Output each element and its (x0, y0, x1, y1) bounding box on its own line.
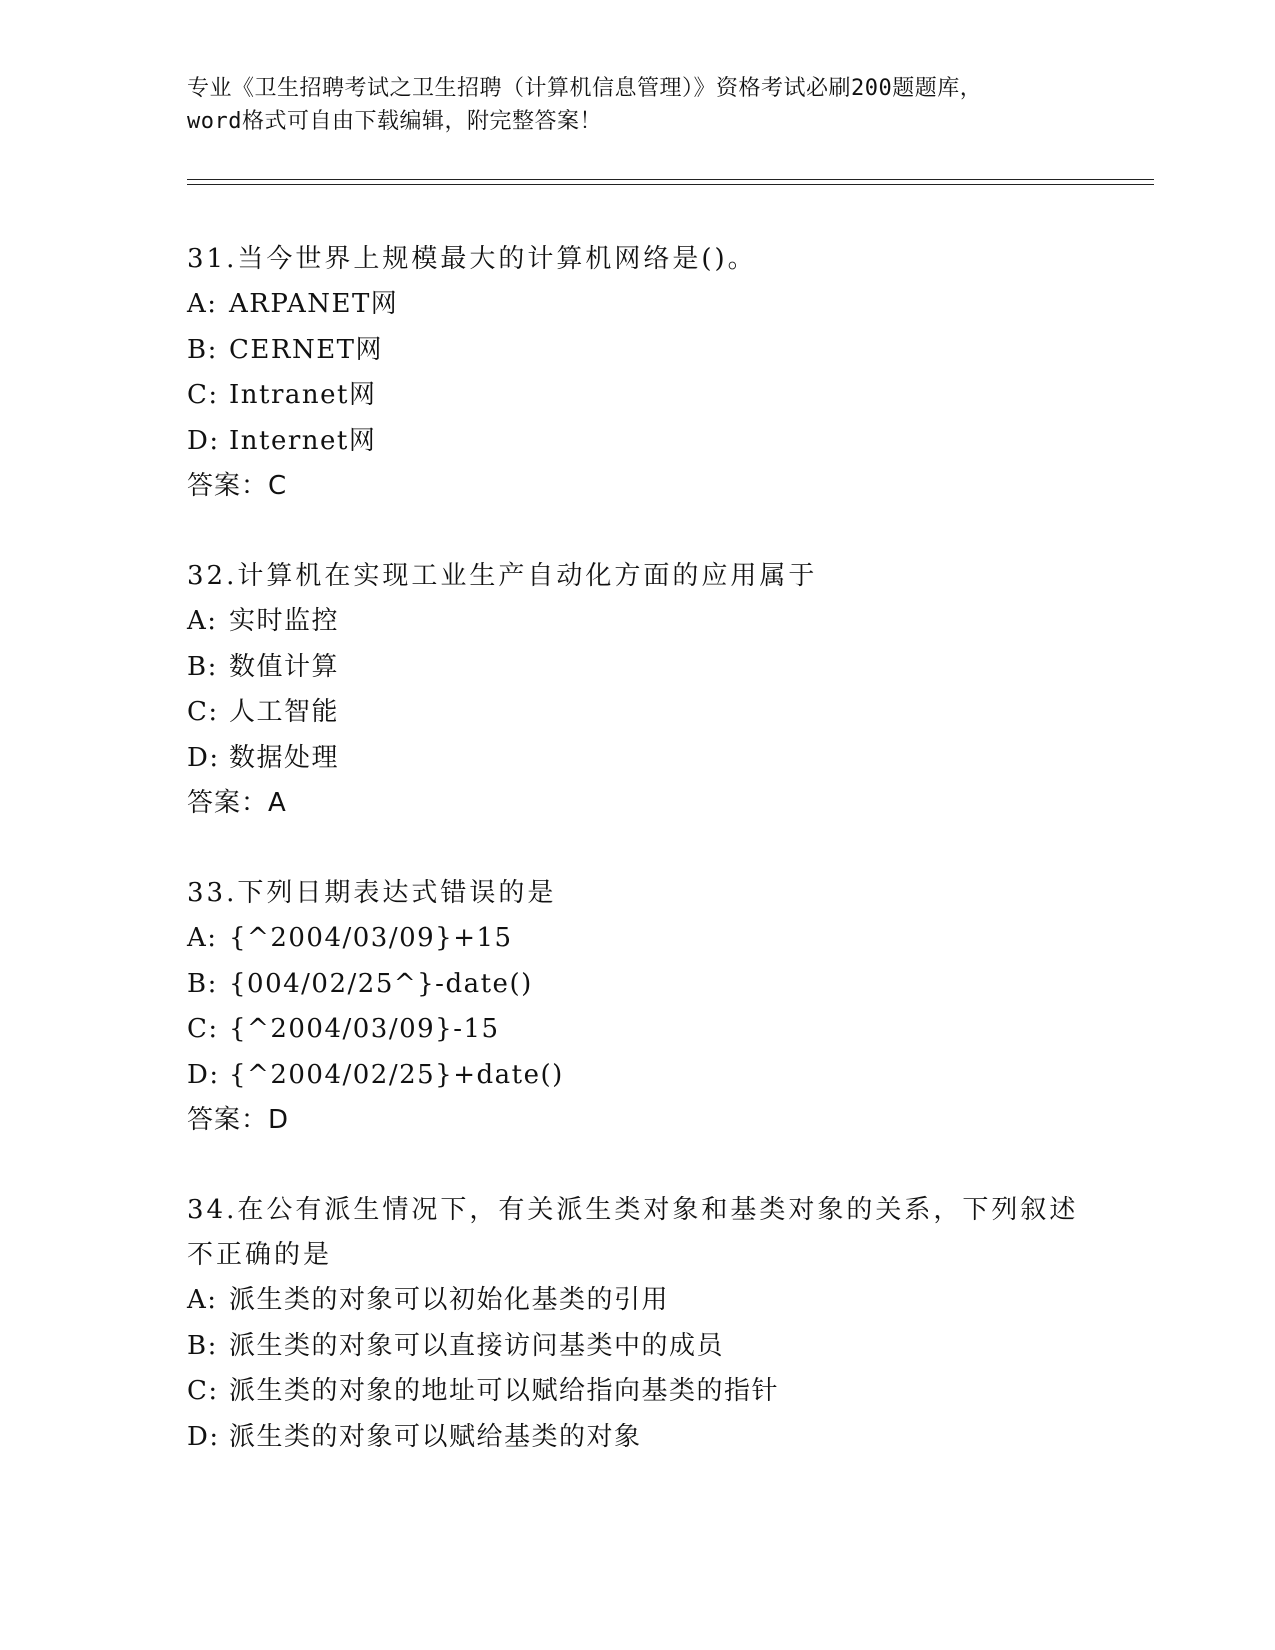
question-stem: 31.当今世界上规模最大的计算机网络是()。 (187, 244, 757, 274)
option-letter: B: (187, 334, 218, 365)
question-stem: 34.在公有派生情况下，有关派生类对象和基类对象的关系，下列叙述不正确的是 (187, 1195, 1079, 1270)
option-text: {004/02/25^}-date() (229, 968, 533, 999)
option-c (187, 1369, 1087, 1415)
option-d (187, 1053, 1087, 1099)
option-text: 派生类的对象可以初始化基类的引用 (229, 1285, 670, 1315)
option-letter: C: (187, 1014, 219, 1044)
option-text: 实时监控 (229, 606, 340, 636)
document-header (187, 72, 1087, 138)
option-text: {^2004/03/09}-15 (229, 1014, 500, 1044)
option-c (187, 373, 1087, 419)
option-letter: D: (187, 1421, 220, 1452)
option-d (187, 1415, 1087, 1461)
option-text: {^2004/02/25}+date() (229, 1059, 564, 1090)
option-text: 派生类的对象可以赋给基类的对象 (229, 1421, 642, 1452)
answer-line: 答案：D (187, 1105, 290, 1135)
header-divider-top (187, 179, 1154, 180)
option-b (187, 645, 1087, 691)
option-a (187, 1278, 1087, 1324)
header-divider-bottom (187, 184, 1154, 185)
header-title-line2: word格式可自由下载编辑，附完整答案！ (187, 109, 602, 134)
option-letter: D: (187, 425, 220, 456)
option-d (187, 419, 1087, 465)
question-33 (187, 871, 1087, 1143)
option-d (187, 736, 1087, 782)
option-letter: B: (187, 651, 218, 682)
option-letter: A: (187, 1285, 218, 1315)
option-letter: B: (187, 968, 218, 999)
option-letter: B: (187, 1330, 218, 1361)
answer-line: 答案：A (187, 788, 287, 818)
answer-line: 答案：C (187, 471, 288, 501)
question-stem: 32.计算机在实现工业生产自动化方面的应用属于 (187, 561, 818, 591)
header-title-line1: 专业《卫生招聘考试之卫生招聘（计算机信息管理）》资格考试必刷200题题库， (187, 76, 983, 101)
option-letter: A: (187, 606, 218, 636)
option-letter: D: (187, 1059, 220, 1090)
option-letter: C: (187, 380, 219, 410)
option-b (187, 1324, 1087, 1370)
option-text: 人工智能 (229, 697, 340, 727)
option-text: 派生类的对象可以直接访问基类中的成员 (229, 1330, 725, 1361)
option-text: Internet网 (229, 425, 377, 456)
option-text: 数值计算 (229, 651, 340, 682)
option-b (187, 328, 1087, 374)
option-a (187, 599, 1087, 645)
option-text: ARPANET网 (229, 289, 399, 319)
option-letter: A: (187, 923, 218, 953)
question-34 (187, 1188, 1087, 1460)
option-a (187, 916, 1087, 962)
option-letter: A: (187, 289, 218, 319)
option-text: 数据处理 (229, 742, 340, 773)
question-32 (187, 554, 1087, 826)
question-31 (187, 237, 1087, 509)
option-c (187, 1007, 1087, 1053)
option-letter: D: (187, 742, 220, 773)
option-a (187, 282, 1087, 328)
option-text: CERNET网 (229, 334, 384, 365)
option-c (187, 690, 1087, 736)
option-text: 派生类的对象的地址可以赋给指向基类的指针 (229, 1376, 780, 1406)
question-stem: 33.下列日期表达式错误的是 (187, 878, 557, 908)
question-list (187, 237, 1087, 1505)
option-text: Intranet网 (229, 380, 377, 410)
option-b (187, 962, 1087, 1008)
option-letter: C: (187, 697, 219, 727)
option-letter: C: (187, 1376, 219, 1406)
option-text: {^2004/03/09}+15 (229, 923, 513, 953)
